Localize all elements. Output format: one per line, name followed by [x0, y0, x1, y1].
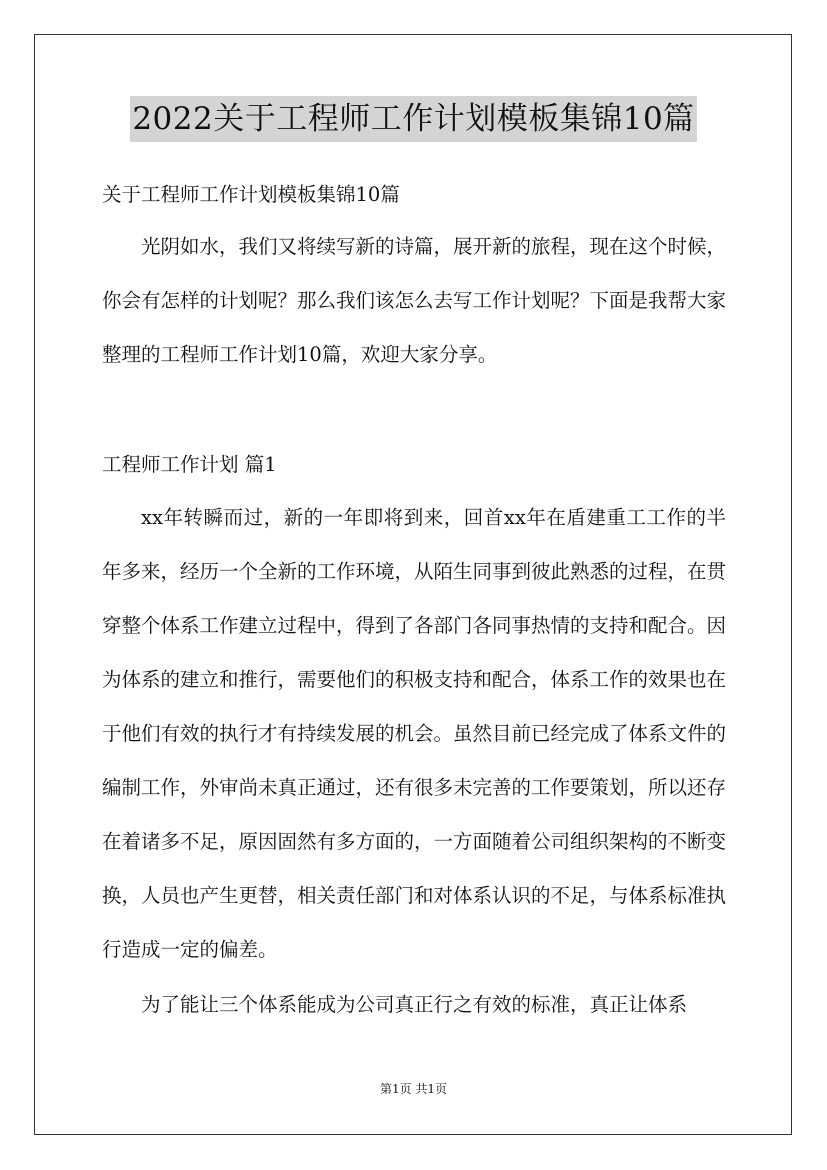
document-title: 2022关于工程师工作计划模板集锦10篇: [130, 96, 696, 142]
section-heading: 工程师工作计划 篇1: [102, 453, 277, 476]
page-footer: 第1页 共1页: [379, 1082, 448, 1096]
document-subtitle: 关于工程师工作计划模板集锦10篇: [102, 183, 400, 206]
body-paragraph: xx年转瞬而过，新的一年即将到来，回首xx年在盾建重工工作的半年多来，经历一个全新的工作环境，从陌生同事到彼此熟悉的过程，在贯穿整个体系工作建立过程中，得到了各部门各同事热情的支持和配合。因为体系的建立和推行，需要他们的积极支持和配合，体系工作的效果也在于他们有效的执行才有持续发展的机会。虽然目前已经完成了体系文件的编制工作，外审尚未真正通过，还有很多未完善的工作要策划，所以还存在着诸多不足，原因固然有多方面的，一方面随着公司组织架构的不断变换，人员也产生更替，相关责任部门和对体系认识的不足，与体系标准执行造成一定的偏差。: [102, 506, 727, 961]
body-paragraph: 为了能让三个体系能成为公司真正行之有效的标准，真正让体系: [141, 993, 688, 1016]
title-container: [0, 96, 827, 142]
intro-paragraph: 光阴如水，我们又将续写新的诗篇，展开新的旅程，现在这个时候，你会有怎样的计划呢？那么我们该怎么去写工作计划呢？下面是我帮大家整理的工程师工作计划10篇，欢迎大家分享。: [102, 235, 727, 366]
